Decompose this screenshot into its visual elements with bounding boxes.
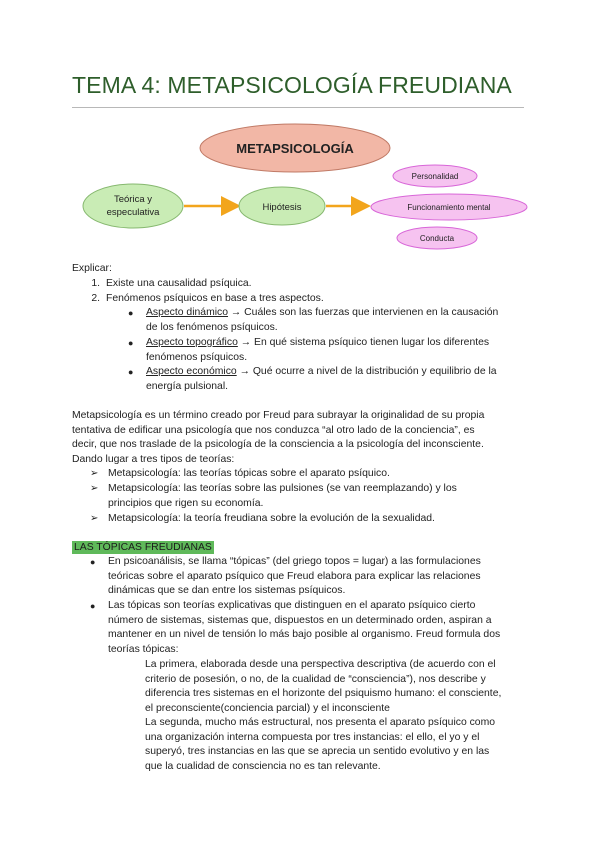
aspect-desc: → Cuáles son las fuerzas que intervienen en la causación [228, 307, 499, 318]
bullet-line: teóricas sobre el aparato psíquico que Freud elabora para explicar las relaciones [108, 570, 481, 582]
paragraph-line: decir, que nos traslade de la psicología de la consciencia a la psicología del inconsciente. [72, 439, 484, 451]
indented-line: que la cualidad de consciencia no es tan relevante. [145, 760, 381, 772]
section-heading-topicas: LAS TÓPICAS FREUDIANAS [74, 542, 212, 553]
left-ellipse [83, 184, 183, 228]
primera-topica [145, 658, 525, 716]
bullet-icon: ● [128, 338, 134, 348]
indented-line: criterio de posesión, o no, de la cualidad de “consciencia”), nos describe y [145, 673, 486, 685]
aspect-term: Aspecto dinámico [146, 307, 229, 318]
center-ellipse-label: Hipótesis [262, 202, 302, 213]
bullet-icon: ● [90, 601, 96, 611]
arrowhead-bullet-icon: ➢ [90, 483, 99, 494]
arrowhead-bullet-icon: ➢ [90, 468, 99, 479]
paragraph-line: Dando lugar a tres tipos de teorías: [72, 453, 235, 465]
bullet-icon: ● [128, 367, 134, 377]
bullet-line: número de sistemas, sistemas que, dispuestos en un determinado orden, aspiran a [108, 614, 492, 626]
aspect-desc: → En qué sistema psíquico tienen lugar los diferentes [237, 337, 490, 348]
paragraph-line: Metapsicología es un término creado por Freud para subrayar la originalidad de su propia [72, 410, 485, 421]
document-title: TEMA 4: METAPSICOLOGÍA FREUDIANA [72, 72, 512, 98]
paragraph-line: tentativa de edificar una psicología que nos conduzca “al otro lado de la conciencia”, es [72, 424, 475, 436]
segunda-topica [145, 716, 525, 774]
indented-line: superyó, tres instancias en las que se aprecia un sentido evolutivo y en las [145, 746, 490, 758]
left-ellipse-label-2: especulativa [106, 207, 160, 218]
theory-text: Metapsicología: la teoría freudiana sobre la evolución de la sexualidad. [108, 513, 435, 524]
aspect-term: Aspecto topográfico [146, 337, 238, 348]
metapsicologia-diagram [80, 114, 530, 256]
arrowhead-bullet-icon: ➢ [90, 513, 99, 524]
right-label-funcionamiento: Funcionamiento mental [407, 203, 491, 212]
bullet-icon: ● [128, 308, 134, 318]
aspect-desc-cont: energía pulsional. [146, 380, 229, 392]
ordered-item-number: 2. [91, 293, 100, 304]
left-ellipse-label-1: Teórica y [113, 194, 153, 205]
bullet-line: En psicoanálisis, se llama “tópicas” (del griego topos = lugar) a las formulaciones [108, 556, 481, 567]
ordered-item-text: Fenómenos psíquicos en base a tres aspectos. [106, 293, 324, 304]
right-label-personalidad: Personalidad [411, 172, 459, 181]
aspect-term: Aspecto económico [146, 366, 237, 377]
aspect-desc: → Qué ocurre a nivel de la distribución y equilibrio de la [236, 366, 497, 377]
indented-line: el preconsciente(conciencia parcial) y el inconsciente [145, 702, 390, 714]
intro-label: Explicar: [72, 263, 112, 274]
ordered-item-text: Existe una causalidad psíquica. [106, 278, 252, 289]
indented-line: una organización interna compuesta por tres instancias: el ello, el yo y el [145, 731, 480, 743]
top-ellipse-label: METAPSICOLOGÍA [236, 141, 354, 156]
aspect-desc-cont: de los fenómenos psíquicos. [146, 321, 278, 333]
indented-line: diferencia tres sistemas en el horizonte del psiquismo humano: el consciente, [145, 688, 502, 700]
ordered-item-number: 1. [91, 278, 100, 289]
bullet-line: mantener en un nivel de tensión lo más bajo posible al organismo. Freud formula dos [108, 629, 501, 641]
indented-line: La segunda, mucho más estructural, nos presenta el aparato psíquico como [145, 717, 496, 728]
metapsicologia-paragraph [72, 409, 532, 467]
title-divider [72, 107, 524, 108]
theory-text-cont: principios que rigen su economía. [108, 497, 264, 509]
bullet-icon: ● [90, 557, 96, 567]
indented-line: La primera, elaborada desde una perspectiva descriptiva (de acuerdo con el [145, 659, 496, 670]
bullet-line: teorías tópicas: [108, 643, 179, 655]
bullet-line: dinámicas que se dan entre los sistemas psíquicos. [108, 585, 346, 597]
right-label-conducta: Conducta [419, 234, 455, 243]
theory-text: Metapsicología: las teorías sobre las pulsiones (se van reemplazando) y los [108, 483, 457, 494]
aspect-desc-cont: fenómenos psíquicos. [146, 351, 248, 363]
theory-text: Metapsicología: las teorías tópicas sobre el aparato psíquico. [108, 468, 390, 479]
bullet-line: Las tópicas son teorías explicativas que distinguen en el aparato psíquico cierto [108, 600, 476, 611]
